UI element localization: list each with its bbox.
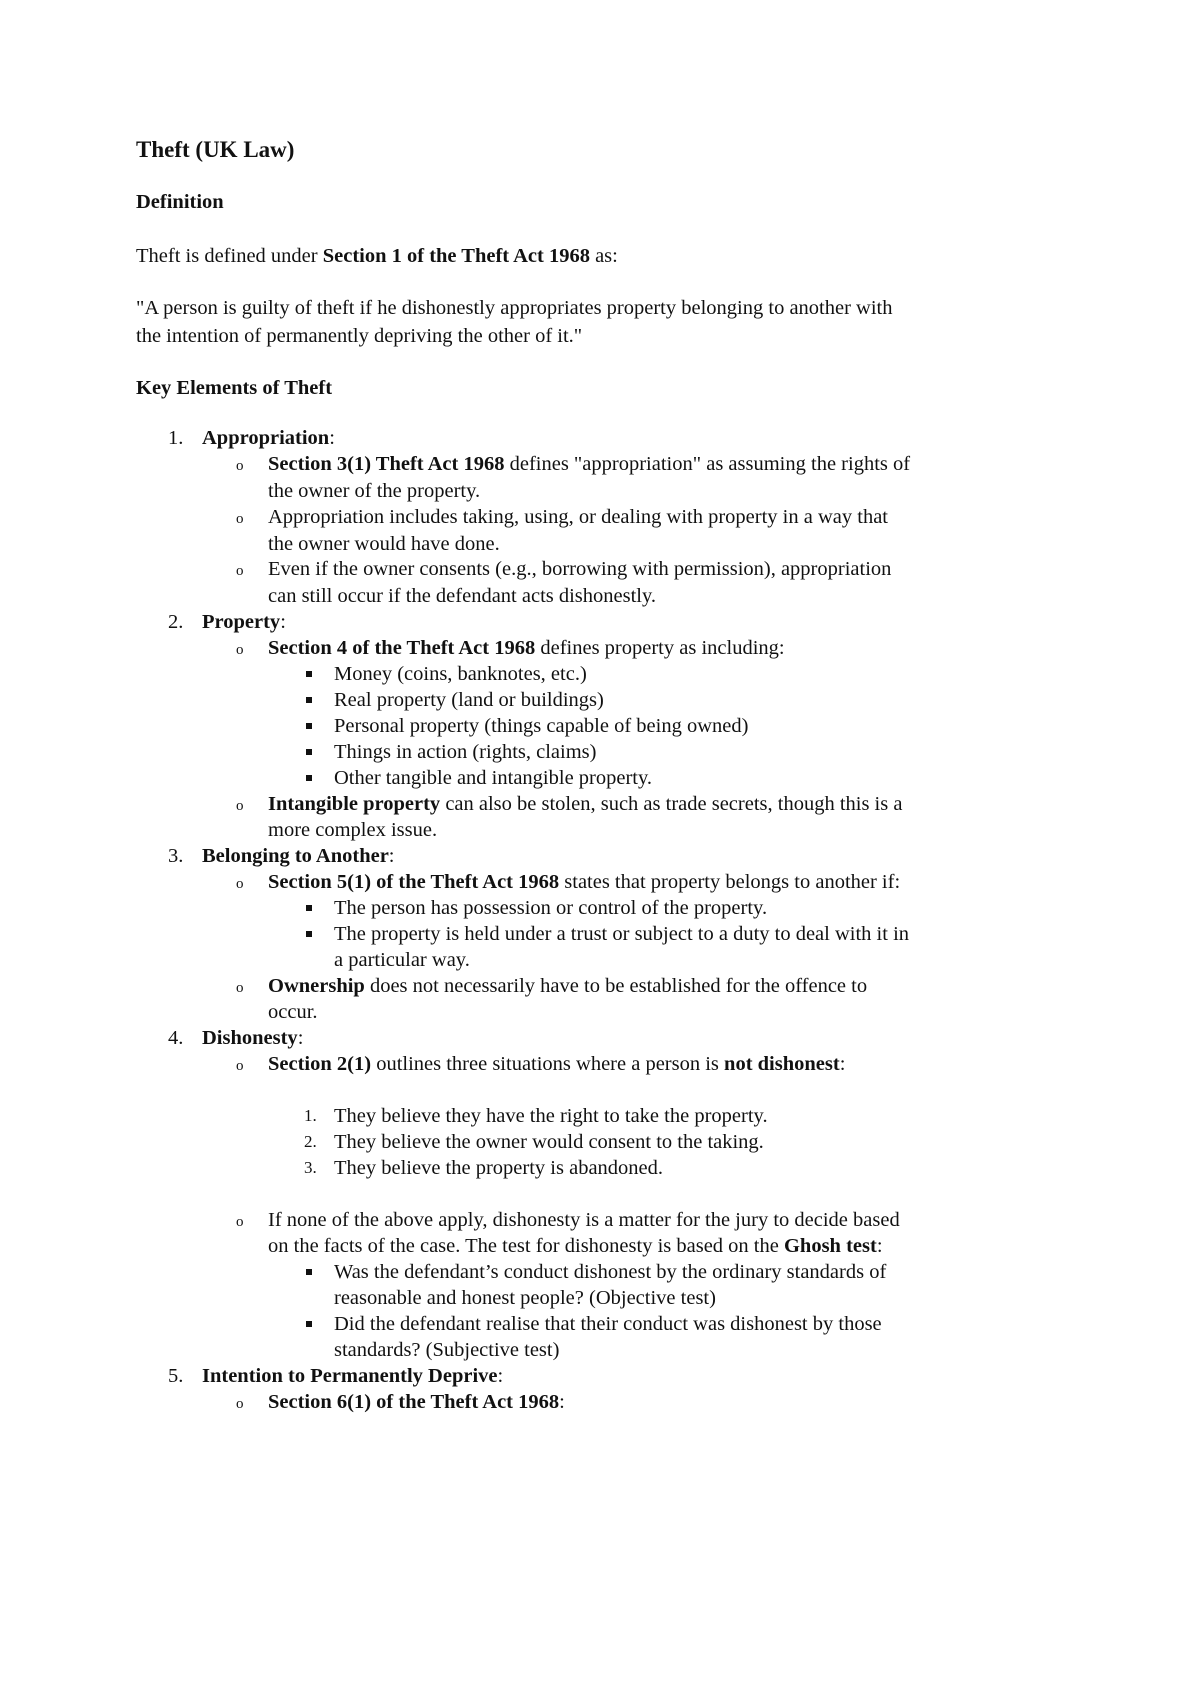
key-term: not dishonest	[724, 1053, 840, 1075]
list-item-continuation: standards? (Subjective test)	[334, 1339, 560, 1361]
colon: :	[297, 1027, 304, 1049]
numbered-marker: 2.	[304, 1132, 317, 1151]
sub-bullet-text	[268, 450, 910, 478]
element-intention-to-deprive	[202, 1362, 503, 1390]
bullet-text: defines "appropriation" as assuming the rights of	[504, 453, 911, 475]
list-number: 4.	[168, 1027, 184, 1049]
sub-bullet-continuation: more complex issue.	[268, 819, 438, 841]
element-belonging-to-another	[202, 842, 395, 870]
sub-bullet-text	[268, 634, 785, 662]
bullet-text: does not necessarily have to be established for the offence to	[364, 975, 868, 997]
definition-quote-line-1: "A person is guilty of theft if he dishonestly appropriates property belonging to another with	[136, 297, 893, 319]
square-bullet-icon	[306, 1269, 312, 1275]
sub-bullet-continuation: the owner of the property.	[268, 480, 481, 502]
element-title: Appropriation	[202, 427, 330, 449]
list-item: Personal property (things capable of being owned)	[334, 715, 749, 737]
sub-bullet-icon: o	[236, 1058, 244, 1074]
intro-paragraph	[136, 242, 618, 270]
list-item-continuation: reasonable and honest people? (Objective test)	[334, 1287, 716, 1309]
bullet-text: can also be stolen, such as trade secrets, though this is a	[440, 793, 903, 815]
key-term: Intangible property	[268, 793, 441, 815]
square-bullet-icon	[306, 723, 312, 729]
numbered-item: They believe the owner would consent to the taking.	[334, 1131, 764, 1153]
square-bullet-icon	[306, 671, 312, 677]
definition-heading: Definition	[136, 191, 224, 213]
list-number: 5.	[168, 1365, 184, 1387]
statute-reference: Section 2(1)	[268, 1053, 372, 1075]
colon: :	[876, 1235, 883, 1257]
sub-bullet-text: Even if the owner consents (e.g., borrowing with permission), appropriation	[268, 558, 892, 580]
square-bullet-icon	[306, 1321, 312, 1327]
key-term: Ghosh test	[783, 1235, 877, 1257]
intro-suffix: as:	[589, 245, 618, 267]
sub-bullet-text: Appropriation includes taking, using, or dealing with property in a way that	[268, 506, 888, 528]
sub-bullet-continuation: can still occur if the defendant acts dishonestly.	[268, 585, 657, 607]
numbered-item: They believe they have the right to take the property.	[334, 1105, 768, 1127]
sub-bullet-icon: o	[236, 458, 244, 474]
square-bullet-icon	[306, 775, 312, 781]
sub-bullet-text	[268, 868, 900, 896]
list-number: 2.	[168, 611, 184, 633]
list-item: The property is held under a trust or subject to a duty to deal with it in	[334, 923, 910, 945]
colon: :	[839, 1053, 846, 1075]
bullet-text: outlines three situations where a person is	[371, 1053, 725, 1075]
list-item-continuation: a particular way.	[334, 949, 470, 971]
sub-bullet-text: If none of the above apply, dishonesty is a matter for the jury to decide based	[268, 1209, 900, 1231]
statute-reference: Section 3(1) Theft Act 1968	[268, 453, 505, 475]
element-title: Property	[202, 611, 281, 633]
sub-bullet-icon: o	[236, 1396, 244, 1412]
sub-bullet-icon: o	[236, 798, 244, 814]
list-item: Things in action (rights, claims)	[334, 741, 597, 763]
colon: :	[280, 611, 286, 633]
numbered-marker: 3.	[304, 1158, 317, 1177]
element-title: Intention to Permanently Deprive	[202, 1365, 498, 1387]
sub-bullet-text	[268, 790, 902, 818]
colon: :	[388, 845, 395, 867]
square-bullet-icon	[306, 905, 312, 911]
statute-reference: Section 5(1) of the Theft Act 1968	[268, 871, 560, 893]
square-bullet-icon	[306, 697, 312, 703]
list-number: 3.	[168, 845, 184, 867]
element-title: Belonging to Another	[202, 845, 389, 867]
square-bullet-icon	[306, 749, 312, 755]
sub-bullet-icon: o	[236, 642, 244, 658]
bullet-text: on the facts of the case. The test for dishonesty is based on the	[268, 1235, 784, 1257]
element-dishonesty	[202, 1024, 303, 1052]
colon: :	[329, 427, 335, 449]
sub-bullet-icon: o	[236, 980, 244, 996]
sub-bullet-continuation: the owner would have done.	[268, 533, 500, 555]
sub-bullet-continuation	[268, 1232, 883, 1260]
list-item: Money (coins, banknotes, etc.)	[334, 663, 587, 685]
sub-bullet-text	[268, 972, 867, 1000]
colon: :	[497, 1365, 504, 1387]
statute-reference: Section 4 of the Theft Act 1968	[268, 637, 536, 659]
list-item: Real property (land or buildings)	[334, 689, 604, 711]
element-property	[202, 608, 286, 636]
sub-bullet-text	[268, 1050, 845, 1078]
colon: :	[559, 1391, 565, 1413]
list-item: The person has possession or control of the property.	[334, 897, 768, 919]
sub-bullet-continuation: occur.	[268, 1001, 318, 1023]
intro-statute: Section 1 of the Theft Act 1968	[322, 245, 590, 267]
element-appropriation	[202, 424, 335, 452]
list-item: Other tangible and intangible property.	[334, 767, 653, 789]
list-item: Was the defendant’s conduct dishonest by the ordinary standards of	[334, 1261, 887, 1283]
square-bullet-icon	[306, 931, 312, 937]
definition-quote-line-2: the intention of permanently depriving the other of it."	[136, 325, 583, 347]
bullet-text: states that property belongs to another if:	[559, 871, 901, 893]
page-title: Theft (UK Law)	[136, 137, 295, 162]
list-number: 1.	[168, 427, 184, 449]
key-elements-heading: Key Elements of Theft	[136, 377, 333, 399]
sub-bullet-icon: o	[236, 511, 244, 527]
element-title: Dishonesty	[202, 1027, 298, 1049]
sub-bullet-icon: o	[236, 1214, 244, 1230]
key-term: Ownership	[268, 975, 365, 997]
numbered-marker: 1.	[304, 1106, 317, 1125]
bullet-text: defines property as including:	[535, 637, 785, 659]
sub-bullet-text	[268, 1388, 565, 1416]
statute-reference: Section 6(1) of the Theft Act 1968	[268, 1391, 560, 1413]
numbered-item: They believe the property is abandoned.	[334, 1157, 664, 1179]
sub-bullet-icon: o	[236, 876, 244, 892]
sub-bullet-icon: o	[236, 563, 244, 579]
list-item: Did the defendant realise that their conduct was dishonest by those	[334, 1313, 882, 1335]
intro-text: Theft is defined under	[136, 245, 323, 267]
